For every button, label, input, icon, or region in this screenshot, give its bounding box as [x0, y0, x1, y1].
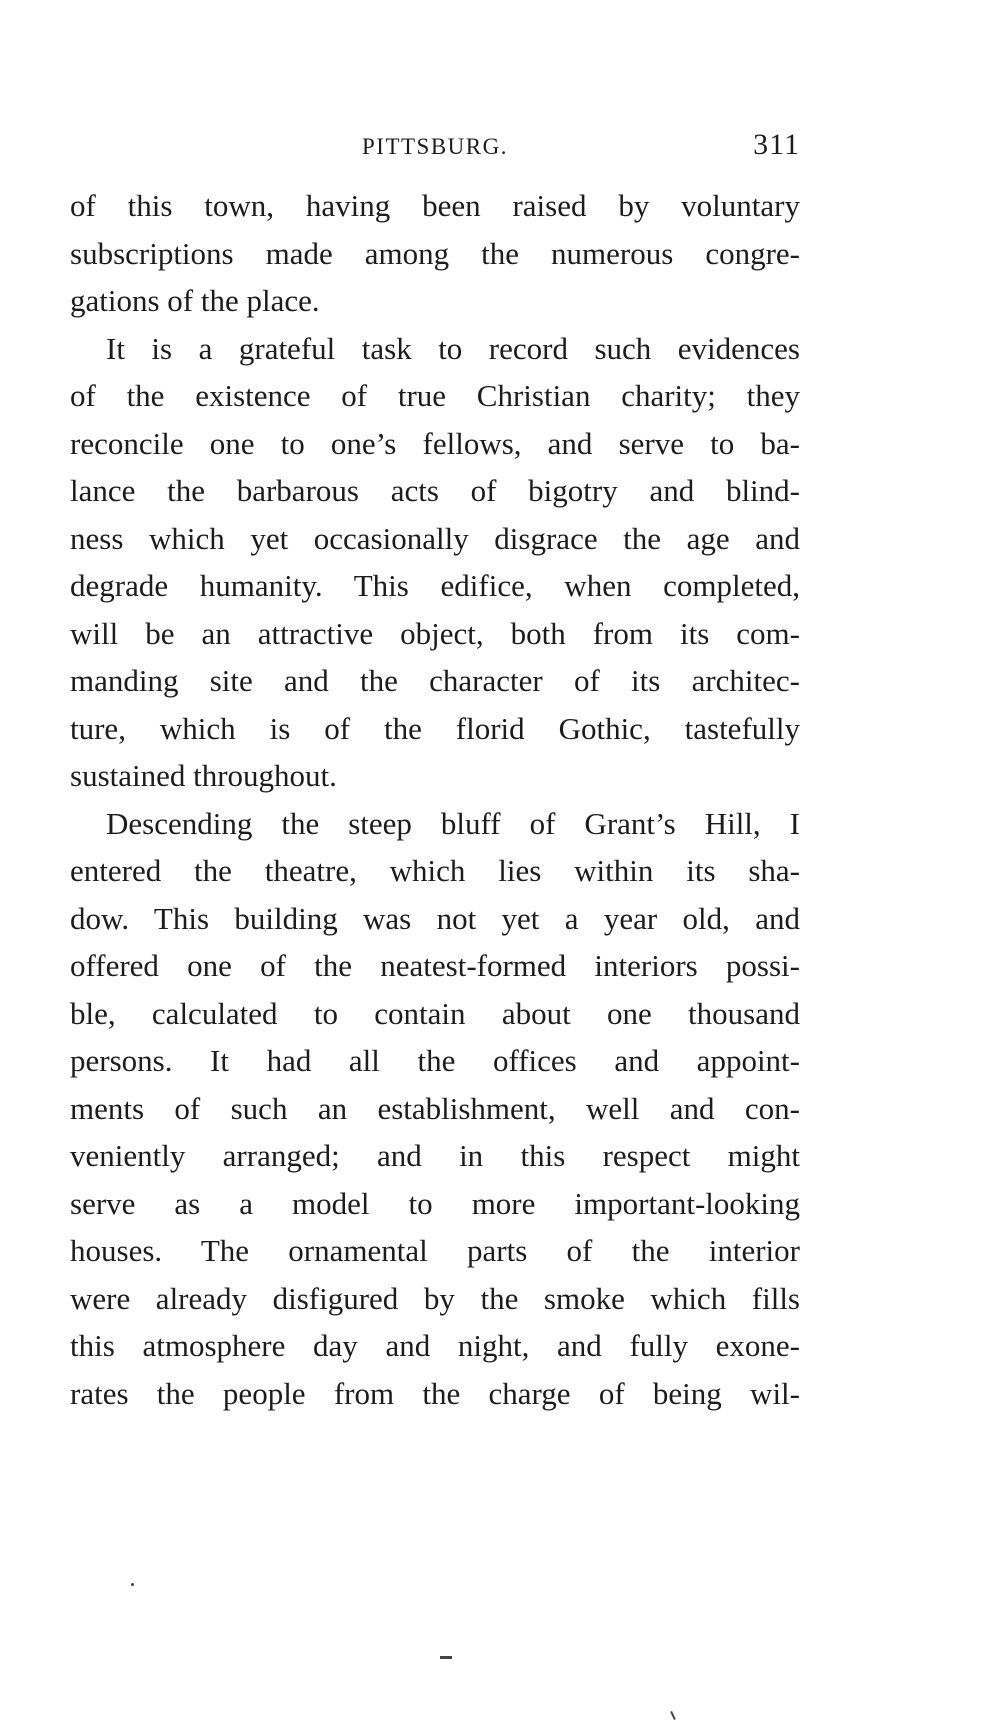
running-head [70, 128, 800, 168]
text-line: Descending the steep bluff of Grant’s Hill, I [106, 805, 800, 841]
text-line: manding site and the character of its architec- [70, 663, 800, 698]
running-title: PITTSBURG. [362, 134, 508, 159]
text-line: sustained throughout. [70, 758, 337, 793]
text-line: It is a grateful task to record such evidences [106, 330, 800, 366]
text-line: subscriptions made among the numerous congre- [70, 235, 800, 271]
text-line: serve as a model to more important-looking [70, 1185, 800, 1221]
text-line: of this town, having been raised by voluntary [70, 188, 800, 223]
page-number: 311 [753, 128, 800, 161]
text-line: ments of such an establishment, well and con- [70, 1090, 800, 1126]
text-line: offered one of the neatest-formed interiors possi- [70, 948, 800, 983]
scan-speck [131, 1583, 134, 1586]
text-line: gations of the place. [70, 283, 320, 318]
text-line: ness which yet occasionally disgrace the age and [70, 520, 800, 556]
text-line: of the existence of true Christian charity; they [70, 378, 800, 413]
text-line: ble, calculated to contain about one thousand [70, 995, 800, 1031]
text-line: ture, which is of the florid Gothic, tastefully [70, 710, 800, 746]
text-line: rates the people from the charge of being wil- [70, 1375, 800, 1411]
body-text [70, 182, 800, 1417]
text-line: persons. It had all the offices and appoint- [70, 1043, 800, 1078]
scan-speck [670, 1711, 676, 1720]
text-line: houses. The ornamental parts of the interior [70, 1233, 800, 1268]
text-line: this atmosphere day and night, and fully exone- [70, 1328, 800, 1363]
text-line: dow. This building was not yet a year old, and [70, 900, 800, 936]
text-line: lance the barbarous acts of bigotry and blind- [70, 473, 800, 508]
text-line: entered the theatre, which lies within its sha- [70, 853, 800, 888]
text-line: degrade humanity. This edifice, when completed, [70, 568, 800, 603]
text-line: veniently arranged; and in this respect might [70, 1138, 800, 1173]
scan-speck [440, 1656, 452, 1659]
text-line: will be an attractive object, both from its com- [70, 615, 800, 651]
text-line: reconcile one to one’s fellows, and serve to ba- [70, 425, 800, 461]
text-line: were already disfigured by the smoke which fills [70, 1280, 800, 1316]
